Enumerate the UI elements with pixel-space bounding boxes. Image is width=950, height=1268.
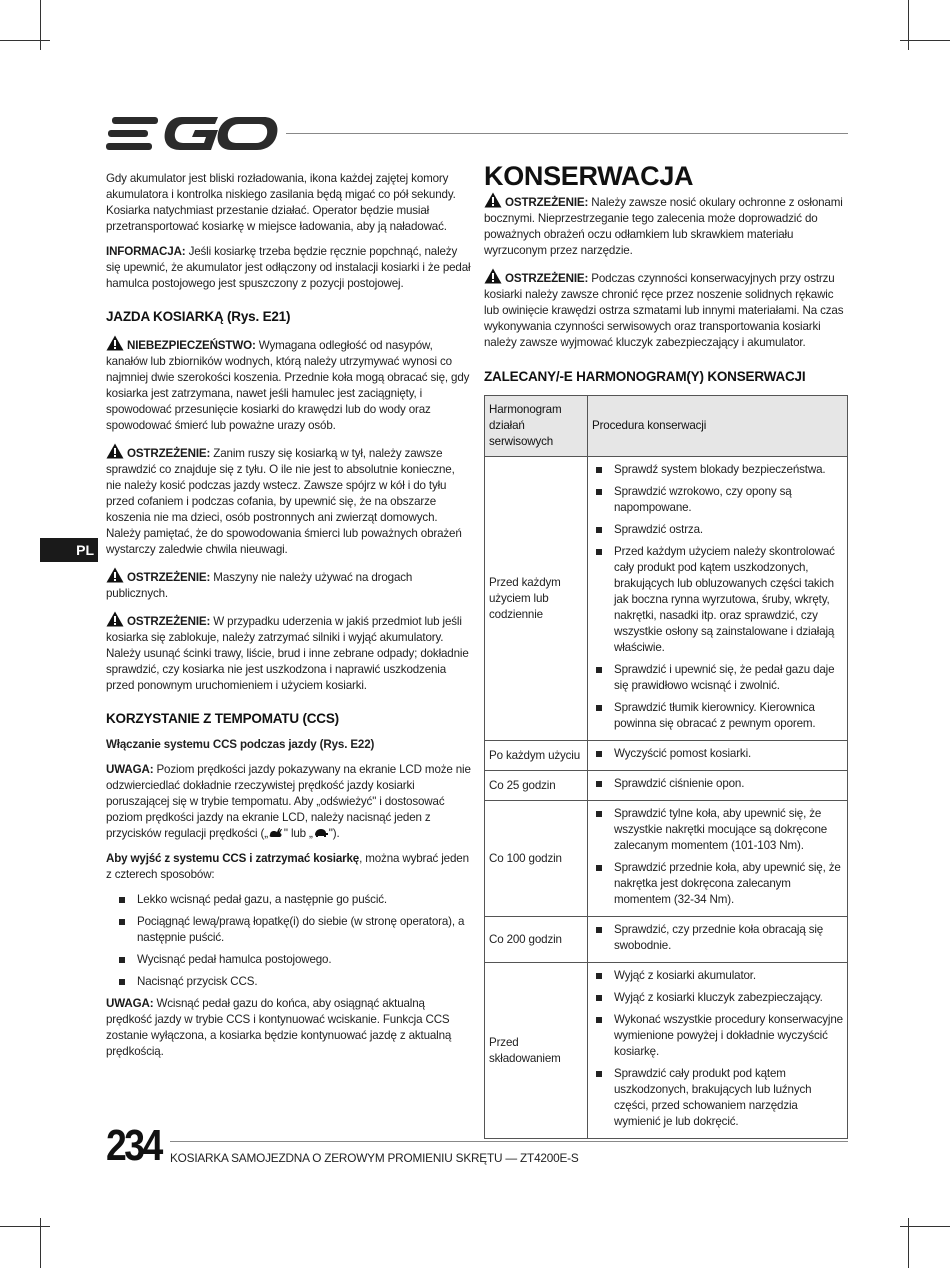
list-item: Wykonać wszystkie procedury konserwacyjne wymienione powyżej i dokładnie wyczyścić kosiarkę. [592,1012,843,1060]
table-row [485,457,848,741]
list-item: Sprawdzić ciśnienie opon. [592,776,843,792]
note-text: Wcisnąć pedał gazu do końca, aby osiągnąć aktualną prędkość jazdy w trybie CCS i kontynuować wciskanie. Funkcja CCS zostanie wyłączona, a kosiarka będzie kontynuować jazdę z aktualną prędkością. [106,997,452,1058]
list-item: Wycisnąć pedał hamulca postojowego. [106,952,472,968]
danger-paragraph [106,335,472,434]
list-item: Sprawdź system blokady bezpieczeństwa. [592,462,843,478]
exit-list [106,892,472,990]
table-cell-procedure [588,963,848,1139]
list-item: Sprawdzić i upewnić się, że pedał gazu daje się prawidłowo wcisnąć i zwolnić. [592,662,843,694]
note-text: Poziom prędkości jazdy pokazywany na ekranie LCD może nie odzwierciedlać dokładnie rzeczywistej prędkość jazdy kosiarki poruszającej się w trybie tempomatu. Aby „odświeżyć" i dostosować poziom prędkości jazdy na ekranie LCD, należy nacisnąć jeden z przycisków regulacji prędkości („ [106,763,471,840]
right-column [484,161,848,1139]
heading-schedule: ZALECANY/-E HARMONOGRAM(Y) KONSERWACJI [484,369,806,384]
list-item: Sprawdzić cały produkt pod kątem uszkodzonych, brakujących lub luźnych części, przed schowaniem narzędzia wymienić je lub dokręcić. [592,1066,843,1130]
list-item: Sprawdzić ostrza. [592,522,843,538]
crop-mark [908,0,909,50]
table-header-row [485,396,848,457]
note-text: "). [328,827,340,840]
exit-bold: Aby wyjść z systemu CCS i zatrzymać kosiarkę [106,852,360,865]
warning-paragraph-blade [484,268,848,351]
list-item: Sprawdzić wzrokowo, czy opony są napompowane. [592,484,843,516]
table-header-schedule: Harmonogram działań serwisowych [485,396,588,457]
table-cell-procedure [588,771,848,801]
table-cell-when: Po każdym użyciu [485,741,588,771]
table-cell-procedure [588,457,848,741]
note-text: " lub „ [283,827,313,840]
warning-label: OSTRZEŻENIE: [127,447,211,460]
note-label: UWAGA: [106,997,154,1010]
warning-triangle-icon [484,192,502,208]
list-item: Nacisnąć przycisk CCS. [106,974,472,990]
list-item: Sprawdzić przednie koła, aby upewnić się, że nakrętka jest dokręcona zalecanym momentem (32-34 Nm). [592,860,843,908]
table-row [485,771,848,801]
warning-text: W przypadku uderzenia w jakiś przedmiot lub jeśli kosiarka się zablokuje, należy zatrzymać silniki i wyjąć akumulatory. Należy usunąć ścinki trawy, liście, brud i inne zebrane odpady; dokładnie sprawdzić, czy kosiarka nie jest uszkodzona i naprawić uszkodzenia przed ponownym uruchomieniem i użyciem kosiarki. [106,615,469,692]
table-cell-procedure [588,801,848,917]
header-rule [286,133,848,134]
list-item: Pociągnąć lewą/prawą łopatkę(i) do siebie (w stronę operatora), a następnie puścić. [106,914,472,946]
table-row [485,917,848,963]
list-item: Sprawdzić tłumik kierownicy. Kierownica powinna się obracać z pewnym oporem. [592,700,843,732]
warning-paragraph-roads [106,567,472,602]
table-cell-procedure [588,741,848,771]
warning-paragraph-goggles [484,192,848,259]
list-item: Sprawdzić, czy przednie koła obracają się swobodnie. [592,922,843,954]
warning-text: Maszyny nie należy używać na drogach publicznych. [106,571,413,600]
info-text: Jeśli kosiarkę trzeba będzie ręcznie popchnąć, należy się upewnić, że akumulator jest odłączony od instalacji kosiarki i że pedał hamulca postojowego jest spuszczony z pozycji postojowej. [106,245,471,290]
ego-logo [106,114,278,154]
crop-mark [900,1226,950,1227]
rabbit-icon [268,827,284,838]
paragraph-low-battery: Gdy akumulator jest bliski rozładowania, ikona każdej zajętej komory akumulatora i kontrolka niskiego zasilania będą migać co pół sekundy. Kosiarka natychmiast przestanie działać. Operator będzie musiał przetransportować kosiarkę w miejsce ładowania, aby ją naładować. [106,172,456,233]
table-header-procedure: Procedura konserwacji [588,396,848,457]
table-cell-when: Przed składowaniem [485,963,588,1139]
table-row [485,741,848,771]
info-label: INFORMACJA: [106,245,186,258]
warning-text: Podczas czynności konserwacyjnych przy ostrzu kosiarki należy zawsze chronić ręce przez noszenie solidnych rękawic lub owinięcie krawędzi ostrza szmatami lub innymi materiałami. Na czas wykonywania czynności serwisowych oraz transportowania kosiarki należy zawsze wyjmować kluczyk zabezpieczający i akumulator. [484,272,844,349]
list-item: Wyjąć z kosiarki akumulator. [592,968,843,984]
heading-ccs: KORZYSTANIE Z TEMPOMATU (CCS) [106,711,339,726]
crop-mark [900,40,950,41]
note-paragraph-throttle [106,996,472,1060]
maintenance-table [484,395,848,1139]
warning-triangle-icon [106,443,124,459]
warning-paragraph-impact [106,611,472,694]
warning-triangle-icon [106,335,124,351]
warning-triangle-icon [106,611,124,627]
warning-text: Należy zawsze nosić okulary ochronne z osłonami bocznymi. Nieprzestrzeganie tego zalecenia może doprowadzić do poważnych obrażeń oczu odłamkiem lub skrawkiem materiału wyrzuconym przez narzędzie. [484,196,843,257]
footer-rule [170,1141,848,1142]
heading-driving: JAZDA KOSIARKĄ (Rys. E21) [106,309,291,324]
warning-label: OSTRZEŻENIE: [127,571,211,584]
info-paragraph [106,244,472,292]
warning-label: OSTRZEŻENIE: [127,615,211,628]
ccs-subheading: Włączanie systemu CCS podczas jazdy (Rys. E22) [106,738,375,751]
danger-label: NIEBEZPIECZEŃSTWO: [127,339,256,352]
footer-title: KOSIARKA SAMOJEZDNA O ZEROWYM PROMIENIU SKRĘTU — ZT4200E-S [170,1151,579,1165]
list-item: Lekko wcisnąć pedał gazu, a następnie go puścić. [106,892,472,908]
exit-paragraph [106,851,472,883]
crop-mark [0,40,50,41]
section-title: KONSERWACJA [484,161,694,191]
table-row [485,801,848,917]
crop-mark [0,1226,50,1227]
table-cell-procedure [588,917,848,963]
table-row [485,963,848,1139]
warning-label: OSTRZEŻENIE: [505,272,589,285]
warning-label: OSTRZEŻENIE: [505,196,589,209]
warning-paragraph-reverse [106,443,472,558]
table-cell-when: Co 200 godzin [485,917,588,963]
list-item: Wyjąć z kosiarki kluczyk zabezpieczający. [592,990,843,1006]
list-item: Przed każdym użyciem należy skontrolować cały produkt pod kątem uszkodzonych, brakujących lub obluzowanych części takich jak boczna rynna wyrzutowa, śruby, wkręty, nakrętki, nasadki itp. oraz sprawdzić, czy wszystkie osłony są zainstalowane i działają właściwie. [592,544,843,656]
warning-triangle-icon [106,567,124,583]
language-tab: PL [40,538,98,562]
left-column [106,171,472,1069]
table-cell-when: Co 25 godzin [485,771,588,801]
table-cell-when: Przed każdym użyciem lub codziennie [485,457,588,741]
page-number: 234 [106,1121,161,1170]
list-item: Wyczyścić pomost kosiarki. [592,746,843,762]
note-paragraph-lcd [106,762,472,842]
warning-text: Zanim ruszy się kosiarką w tył, należy zawsze sprawdzić co znajduje się z tyłu. O ile nie jest to absolutnie konieczne, nie należy kosić podczas jazdy wstecz. Zawsze spójrz w kół i do tyłu przed cofaniem i podczas cofania, by upewnić się, że na obszarze koszenia nie ma dzieci, osób postronnych ani zwierząt domowych. Należy pamiętać, że do spowodowania śmierci lub poważnych obrażeń wystarczy zaledwie chwila nieuwagi. [106,447,462,556]
table-cell-when: Co 100 godzin [485,801,588,917]
warning-triangle-icon [484,268,502,284]
note-label: UWAGA: [106,763,154,776]
list-item: Sprawdzić tylne koła, aby upewnić się, że wszystkie nakrętki mocujące są dokręcone zalecanym momentem (101-103 Nm). [592,806,843,854]
exit-text: , można wybrać jeden z czterech sposobów: [106,852,469,881]
crop-mark [40,0,41,50]
danger-text: Wymagana odległość od nasypów, kanałów lub zbiorników wodnych, którą należy utrzymywać wynosi co najmniej dwie szerokości koszenia. Przednie koła mogą obracać się, gdy kosiarka jest zatrzymana, nawet jeśli hamulec jest zaciągnięty, i spowodować przesunięcie kosiarki do krawędzi lub do wody oraz spowodować śmierć lub poważne urazy osób. [106,339,470,432]
turtle-icon [313,828,329,838]
